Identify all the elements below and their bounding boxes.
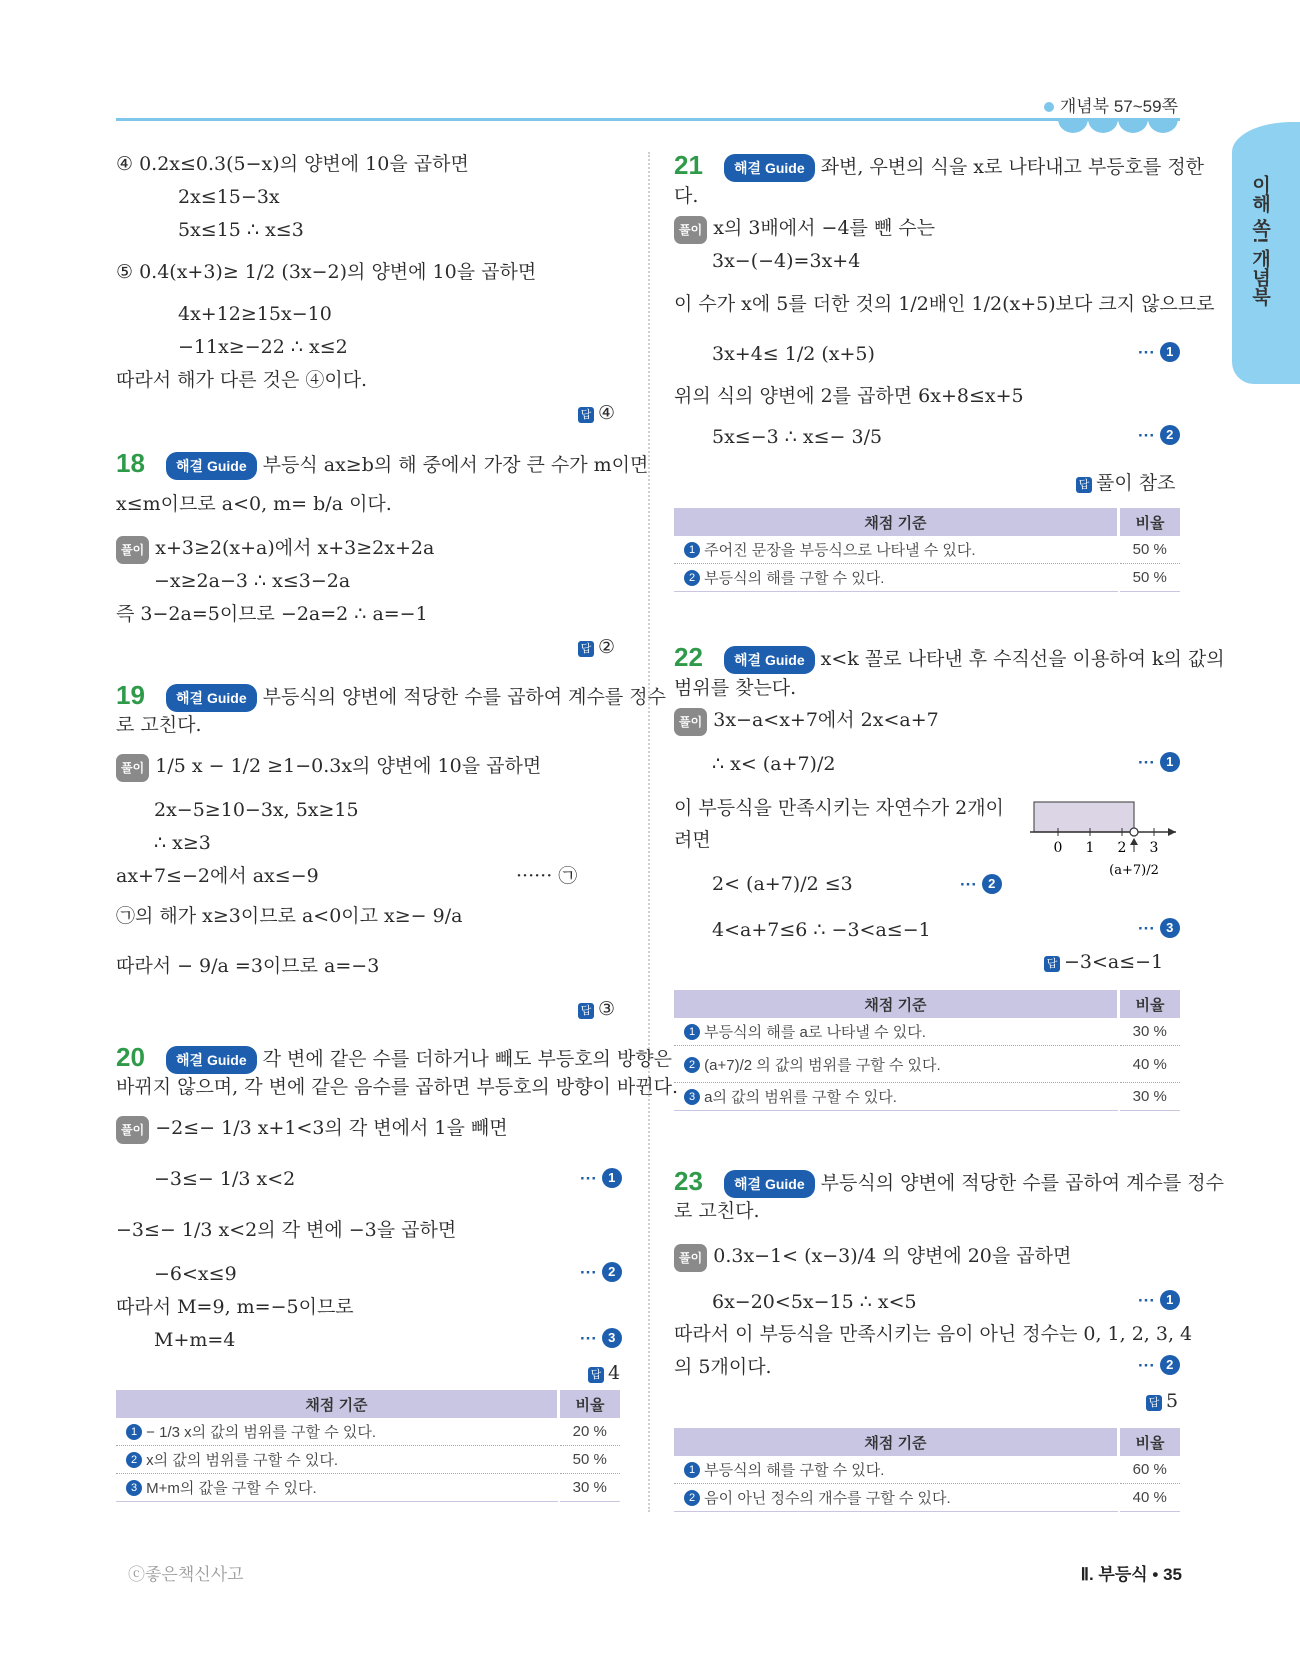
- answer-23: 답 5: [1146, 1390, 1178, 1412]
- bullet-dot-icon: [1044, 102, 1054, 112]
- scallop-decoration: [1088, 119, 1118, 133]
- table-header: 채점 기준: [674, 508, 1119, 536]
- table-row: 1 − 1/3 x의 값의 범위를 구할 수 있다. 20 %: [116, 1418, 620, 1446]
- scallop-decoration: [1118, 119, 1148, 133]
- sol-line: 2< (a+7)/2 ≤3: [712, 873, 853, 895]
- scoring-table-21: [674, 508, 1180, 592]
- sol-line: 풀이 x+3≥2(x+a)에서 x+3≥2x+2a: [116, 536, 434, 564]
- sol-line: 따라서 M=9, m=−5이므로: [116, 1296, 354, 1318]
- step-number-icon: 1: [1160, 342, 1180, 362]
- page-reference: 개념북 57~59쪽: [1044, 92, 1178, 117]
- step-number-icon: 1: [1160, 752, 1180, 772]
- sol-line: ④ 0.2x≤0.3(5−x)의 양변에 10을 곱하면: [116, 153, 469, 175]
- step-number-icon: 1: [684, 1024, 700, 1040]
- guide-line: 해결 Guide 부등식 ax≥b의 해 중에서 가장 큰 수가 m이면: [166, 452, 648, 480]
- up-arrow-icon: [1130, 838, 1138, 845]
- solution-region: [1034, 802, 1134, 832]
- guide-line: 로 고친다.: [116, 714, 202, 736]
- table-row: 2 (a+7)/2 의 값의 범위를 구할 수 있다. 40 %: [674, 1046, 1180, 1083]
- sol-line: ∴ x≥3: [154, 832, 211, 854]
- sol-line: 풀이 x의 3배에서 −4를 뺀 수는: [674, 216, 935, 244]
- step-number-icon: 3: [684, 1089, 700, 1105]
- sol-line: 풀이 −2≤− 1/3 x+1<3의 각 변에서 1을 빼면: [116, 1116, 508, 1144]
- guide-line: 범위를 찾는다.: [674, 677, 797, 699]
- column-divider: [648, 152, 650, 1512]
- footer-copyright: ⓒ좋은책신사고: [128, 1565, 244, 1584]
- scallop-decoration: [1058, 119, 1088, 133]
- solution-badge: 풀이: [674, 216, 707, 244]
- scoring-table-23: [674, 1428, 1180, 1512]
- sol-line: 위의 식의 양변에 2를 곱하면 6x+8≤x+5: [674, 385, 1024, 407]
- step-number-icon: 3: [602, 1328, 622, 1348]
- table-row: 3 M+m의 값을 구할 수 있다. 30 %: [116, 1474, 620, 1502]
- sol-line: 4<a+7≤6 ∴ −3<a≤−1: [712, 919, 931, 941]
- sol-line: 5x≤−3 ∴ x≤− 3/5: [712, 426, 883, 448]
- guide-badge: 해결 Guide: [724, 1170, 815, 1198]
- step-mark: ··· 3: [1138, 918, 1180, 939]
- guide-line: 해결 Guide 각 변에 같은 수를 더하거나 빼도 부등호의 방향은: [166, 1046, 672, 1074]
- solution-badge: 풀이: [674, 708, 707, 736]
- answer-icon: 답: [588, 1367, 604, 1383]
- scallop-decoration: [1148, 119, 1178, 133]
- step-number-icon: 2: [1160, 425, 1180, 445]
- step-number-icon: 2: [126, 1452, 142, 1468]
- table-row: 1 주어진 문장을 부등식으로 나타낼 수 있다. 50 %: [674, 536, 1180, 564]
- step-number-icon: 1: [684, 542, 700, 558]
- answer-icon: 답: [1044, 956, 1060, 972]
- table-header: 비율: [1119, 508, 1181, 536]
- guide-line: 로 고친다.: [674, 1200, 760, 1222]
- step-number-icon: 2: [684, 1057, 700, 1073]
- sol-line: 2x≤15−3x: [178, 186, 280, 208]
- sol-line: 려면: [674, 829, 711, 851]
- answer-17: 답 ④: [578, 402, 615, 424]
- guide-line: 해결 Guide x<k 꼴로 나타낸 후 수직선을 이용하여 k의 값의: [724, 646, 1225, 674]
- problem-number: 20: [116, 1042, 145, 1072]
- sol-line: −x≥2a−3 ∴ x≤3−2a: [154, 570, 351, 592]
- guide-badge: 해결 Guide: [724, 154, 815, 182]
- tick-label: 1: [1085, 840, 1095, 856]
- table-header: 비율: [559, 1390, 621, 1418]
- step-number-icon: 3: [1160, 918, 1180, 938]
- table-row: 2 음이 아닌 정수의 개수를 구할 수 있다. 40 %: [674, 1484, 1180, 1512]
- tick-label: 3: [1149, 840, 1159, 856]
- sol-line: −11x≥−22 ∴ x≤2: [178, 336, 348, 358]
- table-row: 2 부등식의 해를 구할 수 있다. 50 %: [674, 564, 1180, 592]
- scoring-table-22: [674, 990, 1180, 1111]
- table-row: 2 x의 값의 범위를 구할 수 있다. 50 %: [116, 1446, 620, 1474]
- answer-21: 답 풀이 참조: [1076, 468, 1175, 495]
- step-number-icon: 2: [982, 874, 1002, 894]
- guide-line: 해결 Guide 좌변, 우변의 식을 x로 나타내고 부등호를 정한: [724, 154, 1204, 182]
- sol-line: 따라서 − 9/a =3이므로 a=−3: [116, 955, 380, 977]
- solution-badge: 풀이: [116, 536, 149, 564]
- guide-badge: 해결 Guide: [166, 1046, 257, 1074]
- table-row: 3 a의 값의 범위를 구할 수 있다. 30 %: [674, 1083, 1180, 1111]
- sol-line: 5x≤15 ∴ x≤3: [178, 219, 304, 241]
- problem-number: 22: [674, 642, 703, 672]
- guide-line: 다.: [674, 185, 699, 207]
- tick-label: 2: [1117, 840, 1127, 856]
- solution-badge: 풀이: [116, 754, 149, 782]
- step-mark: ··· 1: [1138, 752, 1180, 773]
- step-mark: ··· 2: [1138, 425, 1180, 446]
- sol-line: −6<x≤9: [154, 1263, 237, 1285]
- answer-19: 답 ③: [578, 998, 615, 1020]
- step-mark: ··· 3: [580, 1328, 622, 1349]
- step-number-icon: 2: [684, 570, 700, 586]
- table-row: 1 부등식의 해를 구할 수 있다. 60 %: [674, 1456, 1180, 1484]
- solution-badge: 풀이: [116, 1116, 149, 1144]
- answer-icon: 답: [578, 641, 594, 657]
- step-number-icon: 2: [684, 1490, 700, 1506]
- guide-line: 바뀌지 않으며, 각 변에 같은 음수를 곱하면 부등호의 방향이 바뀐다.: [116, 1076, 678, 1098]
- guide-badge: 해결 Guide: [166, 452, 257, 480]
- answer-icon: 답: [1076, 477, 1092, 493]
- step-number-icon: 2: [1160, 1355, 1180, 1375]
- table-header: 비율: [1119, 1428, 1181, 1456]
- sol-line: 풀이 1/5 x − 1/2 ≥1−0.3x의 양변에 10을 곱하면: [116, 754, 541, 782]
- step-number-icon: 2: [602, 1262, 622, 1282]
- sol-line: 의 5개이다.: [674, 1356, 772, 1378]
- sol-line: ⑤ 0.4(x+3)≥ 1/2 (3x−2)의 양변에 10을 곱하면: [116, 261, 537, 283]
- answer-icon: 답: [1146, 1395, 1162, 1411]
- problem-number: 18: [116, 448, 145, 478]
- table-header: 비율: [1119, 990, 1181, 1018]
- sol-line: 이 수가 x에 5를 더한 것의 1/2배인 1/2(x+5)보다 크지 않으므로: [674, 293, 1215, 315]
- sol-line: 이 부등식을 만족시키는 자연수가 2개이: [674, 797, 1004, 819]
- sol-line: 4x+12≥15x−10: [178, 303, 332, 325]
- step-number-icon: 1: [602, 1168, 622, 1188]
- problem-number: 19: [116, 680, 145, 710]
- step-number-icon: 1: [684, 1462, 700, 1478]
- table-header: 채점 기준: [116, 1390, 559, 1418]
- answer-20: 답 4: [588, 1362, 620, 1384]
- guide-line: 해결 Guide 부등식의 양변에 적당한 수를 곱하여 계수를 정수: [166, 684, 666, 712]
- tick-label: 0: [1053, 840, 1063, 856]
- sol-line: 따라서 해가 다른 것은 ④이다.: [116, 369, 368, 391]
- sol-line: 즉 3−2a=5이므로 −2a=2 ∴ a=−1: [116, 603, 428, 625]
- sol-line: 6x−20<5x−15 ∴ x<5: [712, 1291, 917, 1313]
- answer-22: 답 −3<a≤−1: [1044, 951, 1163, 973]
- sol-line: ∴ x< (a+7)/2: [712, 753, 836, 775]
- problem-number: 21: [674, 150, 703, 180]
- step-mark: ··· 1: [1138, 1290, 1180, 1311]
- solution-badge: 풀이: [674, 1244, 707, 1272]
- table-row: 1 부등식의 해를 a로 나타낼 수 있다. 30 %: [674, 1018, 1180, 1046]
- sol-line: ㉠의 해가 x≥3이므로 a<0이고 x≥− 9/a: [116, 905, 463, 927]
- step-number-icon: 1: [126, 1424, 142, 1440]
- guide-line: x≤m이므로 a<0, m= b/a 이다.: [116, 493, 392, 515]
- sol-line: ······ ㉠: [516, 865, 578, 887]
- step-number-icon: 1: [1160, 1290, 1180, 1310]
- side-tab-label: 이해 쏙! 개념북: [1249, 175, 1270, 306]
- guide-badge: 해결 Guide: [724, 646, 815, 674]
- open-point: [1130, 828, 1138, 836]
- sol-line: 2x−5≥10−3x, 5x≥15: [154, 799, 359, 821]
- sol-line: −3≤− 1/3 x<2: [154, 1168, 296, 1190]
- sol-line: 3x−(−4)=3x+4: [712, 250, 861, 272]
- guide-badge: 해결 Guide: [166, 684, 257, 712]
- marker-label: (a+7)/2: [1109, 863, 1159, 878]
- header-rule: [116, 118, 1180, 121]
- table-header: 채점 기준: [674, 1428, 1119, 1456]
- sol-line: 3x+4≤ 1/2 (x+5): [712, 343, 875, 365]
- scoring-table-20: [116, 1390, 620, 1502]
- sol-line: 따라서 이 부등식을 만족시키는 음이 아닌 정수는 0, 1, 2, 3, 4: [674, 1323, 1193, 1345]
- sol-line: M+m=4: [154, 1329, 236, 1351]
- table-header: 채점 기준: [674, 990, 1119, 1018]
- number-line-diagram: [1030, 790, 1180, 890]
- footer-page-number: Ⅱ. 부등식 • 35: [1080, 1565, 1182, 1584]
- axis-arrow-icon: [1168, 828, 1176, 836]
- problem-number: 23: [674, 1166, 703, 1196]
- sol-line: 풀이 3x−a<x+7에서 2x<a+7: [674, 708, 939, 736]
- step-mark: ··· 2: [960, 874, 1002, 895]
- sol-line: 풀이 0.3x−1< (x−3)/4 의 양변에 20을 곱하면: [674, 1244, 1071, 1272]
- step-mark: ··· 1: [580, 1168, 622, 1189]
- step-number-icon: 3: [126, 1480, 142, 1496]
- answer-18: 답 ②: [578, 636, 615, 658]
- sol-line: ax+7≤−2에서 ax≤−9: [116, 865, 319, 887]
- guide-line: 해결 Guide 부등식의 양변에 적당한 수를 곱하여 계수를 정수: [724, 1170, 1224, 1198]
- step-mark: ··· 1: [1138, 342, 1180, 363]
- answer-icon: 답: [578, 407, 594, 423]
- answer-icon: 답: [578, 1003, 594, 1019]
- step-mark: ··· 2: [1138, 1355, 1180, 1376]
- sol-line: −3≤− 1/3 x<2의 각 변에 −3을 곱하면: [116, 1219, 457, 1241]
- step-mark: ··· 2: [580, 1262, 622, 1283]
